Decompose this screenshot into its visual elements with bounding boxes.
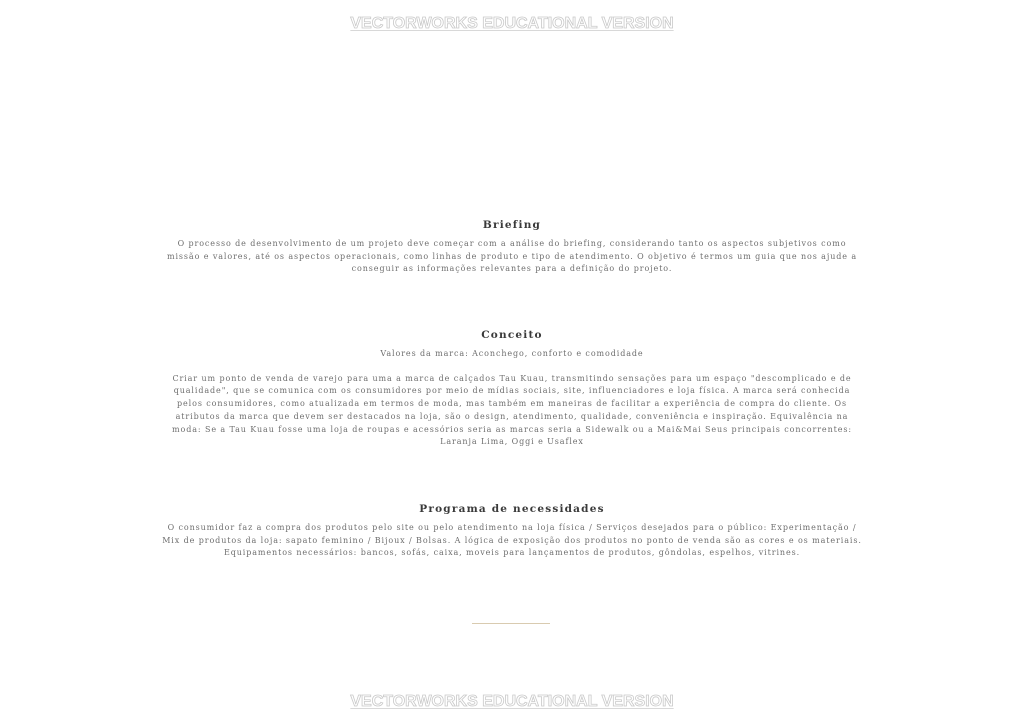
programa-title: Programa de necessidades	[419, 503, 605, 515]
briefing-title: Briefing	[482, 219, 542, 231]
programa-text: O consumidor faz a compra dos produtos pelo site ou pelo atendimento na loja física / Serviços desejados para o público: Experimentação / Mix de produtos da loja: sapato feminino / Bijoux / Bolsas. A lógica de exposição dos produtos no ponto de venda são as cores e os materiais. Equipamentos necessários: bancos, sofás, caixa, moveis para lançamentos de produtos, gôndolas, espelhos, vitrines.	[162, 523, 862, 558]
conceito-title: Conceito	[481, 329, 543, 341]
conceito-section	[160, 328, 864, 449]
briefing-text: O processo de desenvolvimento de um projeto deve começar com a análise do briefing, considerando tanto os aspectos subjetivos como missão e valores, até os aspectos operacionais, como linhas de produto e tipo de atendimento. O objetivo é termos um guia que nos ajude a conseguir as informações relevantes para a definição do projeto.	[166, 239, 858, 274]
programa-section	[160, 502, 864, 560]
divider-line	[472, 623, 550, 624]
watermark-top: VECTORWORKS EDUCATIONAL VERSION	[350, 15, 674, 32]
conceito-subtitle: Valores da marca: Aconchego, conforto e comodidade	[380, 349, 644, 358]
watermark-bottom: VECTORWORKS EDUCATIONAL VERSION	[350, 693, 674, 710]
conceito-text: Criar um ponto de venda de varejo para uma a marca de calçados Tau Kuau, transmitindo sensações para um espaço "descomplicado e de qualidade", que se comunica com os consumidores por meio de mídias sociais, site, influenciadores e loja física. A marca será conhecida pelos consumidores, como atualizada em termos de moda, mas também em maneiras de facilitar a experiência de compra do cliente. Os atributos da marca que devem ser destacados na loja, são o design, atendimento, qualidade, conveniência e inspiração. Equivalência na moda: Se a Tau Kuau fosse uma loja de roupas e acessórios seria as marcas seria a Sidewalk ou a Mai&Mai Seus principais concorrentes: Laranja Lima, Oggi e Usaflex	[172, 373, 852, 447]
briefing-section	[160, 218, 864, 276]
